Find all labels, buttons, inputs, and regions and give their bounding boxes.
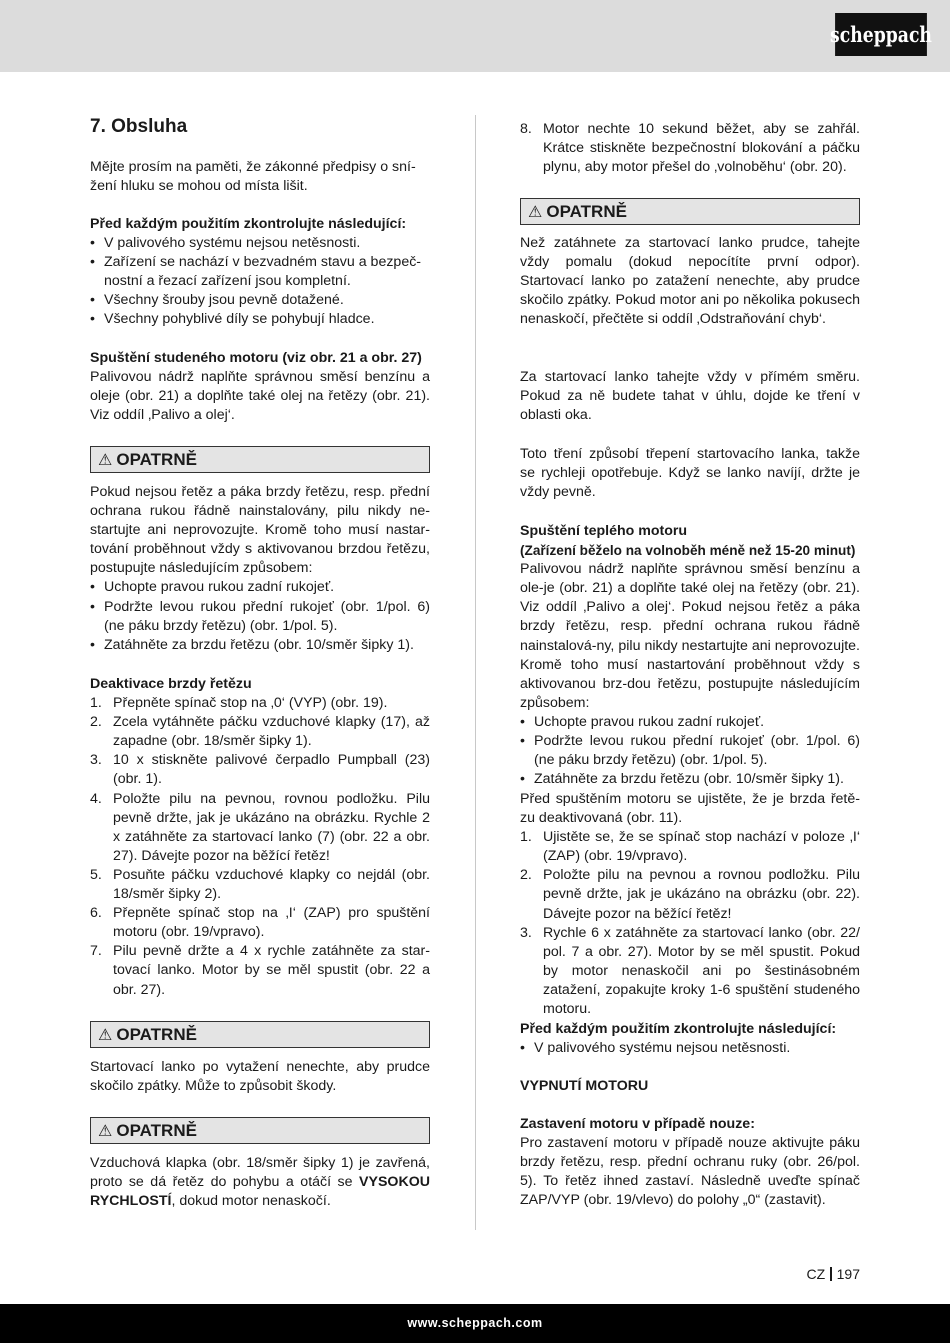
before-start-paragraph: Před spuštěním motoru se ujistěte, že je brzda řetě-zu deaktivovaná (obr. 11). xyxy=(520,791,860,827)
warning-box xyxy=(90,1021,430,1048)
warning-3-text xyxy=(90,1154,430,1211)
check-heading-2: Před každým použitím zkontrolujte následující: xyxy=(520,1021,837,1037)
header-bar xyxy=(0,0,950,72)
check-item: • V palivového systému nejsou netěsnosti. xyxy=(90,234,430,253)
deactivation-section xyxy=(90,675,430,1000)
check-heading: Před každým použitím zkontrolujte následující: xyxy=(90,216,407,232)
warning-label: OPATRNĚ xyxy=(546,202,627,221)
warm-start-item: • Podržte levou rukou přední rukojeť (obr. 1/pol. 6) (ne páku brzdy řetězu) (obr. 1/pol. 5). xyxy=(520,732,860,770)
warning-1-paragraph: Pokud nejsou řetěz a páka brzdy řetězu, resp. přední ochrana rukou řádně nainstalovány, pilu nikdy ne-startujte ani neprovozujte. Kromě toho musí nastar-tování proběhnout vždy s aktivovanou brzdou řetězu, postupujte následujícím způsobem: xyxy=(90,484,430,577)
warm-start-item: • Zatáhněte za brzdu řetězu (obr. 10/směr šipky 1). xyxy=(520,770,860,789)
deactivation-step: 1. Přepněte spínač stop na ‚0‘ (VYP) (obr. 19). xyxy=(90,695,388,712)
warning-box xyxy=(520,198,860,225)
deactivation-step: 6. Přepněte spínač stop na ‚I‘ (ZAP) pro spuštění motoru (obr. 19/vpravo). xyxy=(90,905,430,941)
engine-off-heading: VYPNUTÍ MOTORU xyxy=(520,1078,649,1094)
fraying-text xyxy=(520,445,860,502)
language-code: CZ xyxy=(806,1266,826,1282)
step-8 xyxy=(520,120,860,177)
before-start-section xyxy=(520,790,860,1019)
deactivation-step: 7. Pilu pevně držte a 4 x rychle zatáhněte za star-tovací lanko. Motor by se měl spustit (obr. 22 a obr. 27). xyxy=(90,943,430,998)
intro-line-1: Mějte prosím na paměti, že zákonné předpisy o sní- xyxy=(90,159,416,175)
warning-1-item: • Uchopte pravou rukou zadní rukojeť. xyxy=(90,578,430,597)
check-item: • Všechny pohyblivé díly se pohybují hladce. xyxy=(90,310,430,329)
warning-4-text xyxy=(520,234,860,329)
warm-start-heading: Spuštění teplého motoru xyxy=(520,523,688,539)
warm-start-item: • Uchopte pravou rukou zadní rukojeť. xyxy=(520,713,860,732)
page-separator xyxy=(830,1267,832,1281)
page-number xyxy=(790,1266,860,1282)
warning-1-item: • Podržte levou rukou přední rukojeť (obr. 1/pol. 6) (ne páku brzdy řetězu) (obr. 1/pol. 5). xyxy=(90,598,430,636)
warm-start-text: Palivovou nádrž naplňte správnou směsí benzínu a ole-je (obr. 21) a doplňte také olej na řetězy (obr. 21). Viz oddíl ‚Palivo a olej‘. Pokud nejsou řetěz a páka brzdy řetězu, resp. přední ochrana rukou řádně nainstalová-ny, pilu nikdy nestartujte ani neprovozujte. Kromě toho musí nastartování proběhnout vždy s aktivovanou brz-dou řetězu, postupujte následujícím způsobem: xyxy=(520,561,860,711)
deactivation-step: 4. Položte pilu na pevnou, rovnou podložku. Pilu pevně držte, jak je ukázáno na obrázku. Rychle 2 x zatáhněte za startovací lanko (7) (obr. 22 a obr. 27). Dávejte pozor na běžící řetěz! xyxy=(90,790,430,864)
deactivation-step: 5. Posuňte páčku vzduchové klapky co nejdál (obr. 18/směr šipky 2). xyxy=(90,866,430,903)
warning-label: OPATRNĚ xyxy=(116,450,197,469)
warning-icon: ⚠ xyxy=(98,1123,113,1140)
website-url[interactable]: www.scheppach.com xyxy=(407,1316,543,1330)
warm-start-section xyxy=(520,522,860,789)
deactivation-step: 3. 10 x stiskněte palivové čerpadlo Pumpball (23) (obr. 1). xyxy=(90,752,430,788)
warning-icon: ⚠ xyxy=(98,452,113,469)
column-divider xyxy=(475,115,476,1230)
check-item-2: • V palivového systému nejsou netěsnosti. xyxy=(520,1039,860,1058)
step-8-item: 8. Motor nechte 10 sekund běžet, aby se zahřál. Krátce stiskněte bezpečnostní blokování a páčku plynu, aby motor přešel do ‚volnoběhu‘ (obr. 20). xyxy=(520,121,860,176)
warning-icon: ⚠ xyxy=(98,1027,113,1044)
warning-3-paragraph: Vzduchová klapka (obr. 18/směr šipky 1) je zavřená, proto se dá řetěz do pohybu a otáčí se VYSOKOU RYCHLOSTÍ, dokud motor nenaskočí. xyxy=(90,1155,430,1210)
emergency-heading: Zastavení motoru v případě nouze: xyxy=(520,1116,755,1132)
start-step: 3. Rychle 6 x zatáhněte za startovací lanko (obr. 22/ pol. 7 a obr. 27). Motor by se měl spustit. Pokud by motor nenaskočil ani po šestinásobném zatažení, zopakujte kroky 1-6 spuštění studeného motoru. xyxy=(520,924,860,1018)
deactivation-step: 2. Zcela vytáhněte páčku vzduchové klapky (17), až zapadne (obr. 18/směr šipky 1). xyxy=(90,714,430,750)
warning-box xyxy=(90,446,430,473)
cold-start-heading: Spuštění studeného motoru (viz obr. 21 a obr. 27) xyxy=(90,350,422,366)
brand-logo: scheppach xyxy=(835,13,927,56)
warning-4-paragraph: Než zatáhnete za startovací lanko prudce, tahejte vždy pomalu (dokud nepocítíte první odpor). Startovací lanko po zatažení nenechte, aby prudce skočilo zpátky. Pokud motor ani po několika pokusech nenaskočí, přečtěte si oddíl ‚Odstraňování chyb‘. xyxy=(520,235,860,328)
emergency-text: Pro zastavení motoru v případě nouze aktivujte páku brzdy řetězu, resp. přední ochranu ruky (obr. 26/pol. 5). To řetěz ihned zastaví. Následně uveďte spínač ZAP/VYP (obr. 19/vlevo) do polohy „0“ (zastavit). xyxy=(520,1135,860,1209)
warning-1-item: • Zatáhněte za brzdu řetězu (obr. 10/směr šipky 1). xyxy=(90,636,430,655)
warning-1-text xyxy=(90,483,430,655)
warning-2-text xyxy=(90,1058,430,1096)
warning-label: OPATRNĚ xyxy=(116,1121,197,1140)
fraying-paragraph: Toto tření způsobí třepení startovacího lanka, takže se rychleji opotřebuje. Když se lanko navíjí, držte je vždy pevně. xyxy=(520,446,860,501)
footer-bar xyxy=(0,1304,950,1343)
warning-label: OPATRNĚ xyxy=(116,1025,197,1044)
deactivation-heading: Deaktivace brzdy řetězu xyxy=(90,676,252,692)
pull-direction-text xyxy=(520,368,860,425)
check-section xyxy=(90,215,430,330)
emergency-section xyxy=(520,1115,860,1210)
check-section-2 xyxy=(520,1020,860,1058)
cold-start-text: Palivovou nádrž naplňte správnou směsí benzínu a oleje (obr. 21) a doplňte také olej na řetězy (obr. 21). Viz oddíl ‚Palivo a olej‘. xyxy=(90,369,430,424)
warm-start-subheading: (Zařízení běželo na volnoběh méně než 15-20 minut) xyxy=(520,543,856,559)
page-number-value: 197 xyxy=(836,1266,860,1282)
warning-icon: ⚠ xyxy=(528,204,543,221)
start-step: 1. Ujistěte se, že se spínač stop nachází v poloze ‚I‘ (ZAP) (obr. 19/vpravo). xyxy=(520,829,860,865)
section-title: 7. Obsluha xyxy=(90,116,188,137)
check-item: • Všechny šrouby jsou pevně dotažené. xyxy=(90,291,430,310)
cold-start-section xyxy=(90,349,430,425)
warning-box xyxy=(90,1117,430,1144)
check-item: • Zařízení se nachází v bezvadném stavu a bezpeč- nostní a řezací zařízení jsou kompletní. xyxy=(90,253,430,291)
engine-off-section xyxy=(520,1077,860,1096)
intro-line-2: žení hluku se mohou od místa lišit. xyxy=(90,178,308,195)
intro-text xyxy=(90,158,430,196)
pull-direction-paragraph: Za startovací lanko tahejte vždy v přímém směru. Pokud za ně budete tahat v úhlu, dojde ke tření v oblasti oka. xyxy=(520,369,860,424)
start-step: 2. Položte pilu na pevnou a rovnou podložku. Pilu pevně držte, jak je ukázáno na obrázku (obr. 22). Dávejte pozor na běžící řetěz! xyxy=(520,867,860,922)
warning-2-paragraph: Startovací lanko po vytažení nenechte, aby prudce skočilo zpátky. Může to způsobit škody. xyxy=(90,1059,430,1095)
